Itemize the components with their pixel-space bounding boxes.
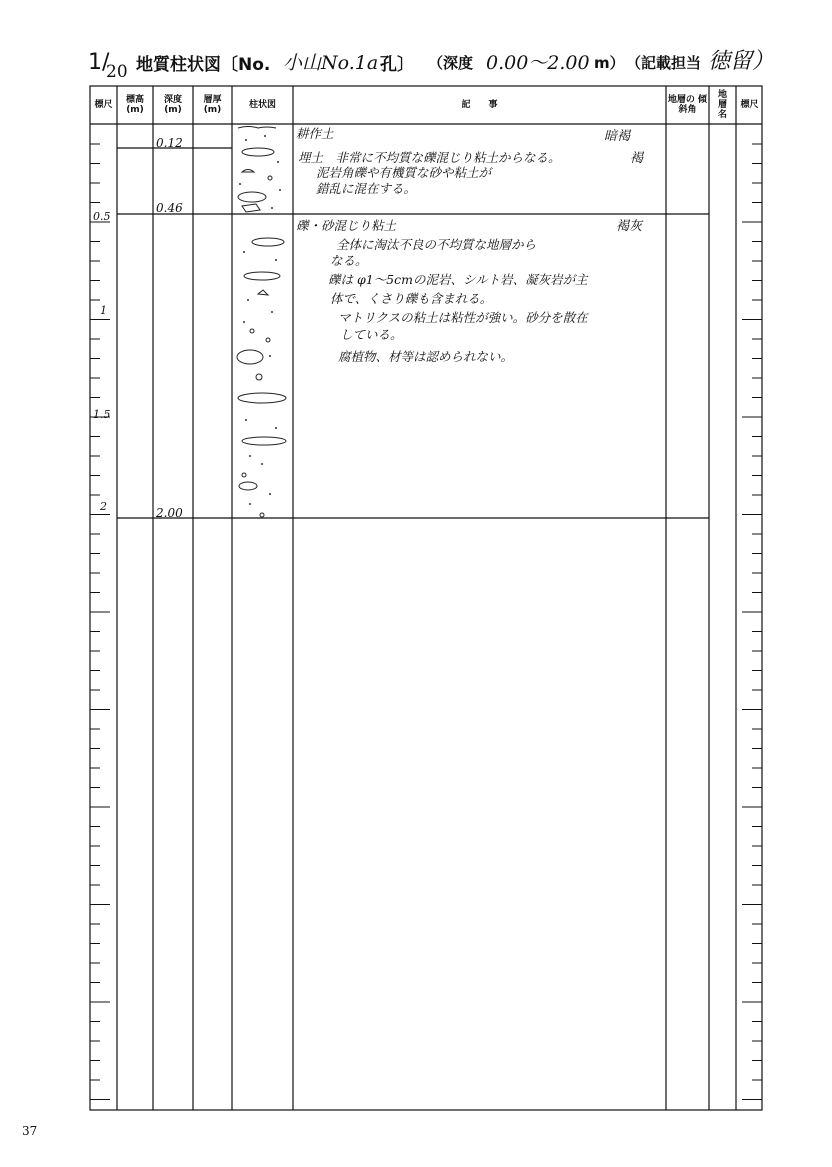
depth-value-3: 2.00 xyxy=(156,506,183,520)
depth-range: 0.00～2.00 xyxy=(486,52,590,74)
ruler-label-2: 2 xyxy=(100,500,107,513)
layer1-name: 耕作土 xyxy=(296,126,334,141)
ruler-label-1-5: 1.5 xyxy=(93,408,111,421)
layer3-line6: マトリクスの粘土は粘性が強い。砂分を散在 xyxy=(338,310,588,325)
layer3-line3: なる。 xyxy=(330,253,368,268)
layer2-color: 褐 xyxy=(630,151,644,166)
column-dots xyxy=(239,135,281,505)
hole-number: 小山No.1a xyxy=(283,52,379,74)
depth-unit: m） xyxy=(594,54,625,72)
header-thickness: 層厚 (m) xyxy=(203,95,222,115)
depth-value-2: 0.46 xyxy=(156,201,183,215)
scale-numerator: 1/ xyxy=(88,50,110,75)
header-column: 柱状図 xyxy=(248,100,276,110)
header-elevation: 標高 (m) xyxy=(125,95,144,115)
layer3-line2: 全体に淘汰不良の不均質な地層から xyxy=(336,237,537,252)
depth-label: （深度 xyxy=(428,54,474,72)
page-number: 37 xyxy=(22,1124,38,1138)
header-formation: 地層名 xyxy=(717,90,727,120)
header-dip: 地層の 傾斜角 xyxy=(667,95,708,115)
ruler-ticks-left xyxy=(90,144,110,1100)
depth-value-1: 0.12 xyxy=(156,136,183,150)
layer3-line5: 体で、くさり礫も含まれる。 xyxy=(330,291,493,306)
header-depth: 深度 (m) xyxy=(163,95,182,115)
layer2-line2: 泥岩角礫や有機質な砂や粘土が xyxy=(316,165,492,180)
layer2-line1: 埋土 非常に不均質な礫混じり粘土からなる。 xyxy=(298,150,561,165)
ruler-ticks-right xyxy=(742,144,762,1100)
layer2-line3: 錯乱に混在する。 xyxy=(316,181,417,196)
layer3-line7: している。 xyxy=(340,327,403,342)
scale-denominator: 20 xyxy=(106,62,128,82)
header-scale-right: 標尺 xyxy=(740,100,759,110)
ruler-label-0-5: 0.5 xyxy=(93,210,111,223)
title-kou: 孔〕 xyxy=(380,55,414,75)
layer3-color: 褐灰 xyxy=(616,219,643,234)
layer1-color: 暗褐 xyxy=(604,129,631,144)
person-name: 徳留） xyxy=(708,49,775,74)
title-main: 地質柱状図〔No. xyxy=(136,55,271,75)
header-scale: 標尺 xyxy=(94,100,113,110)
layer3-line4: 礫は φ1～5cmの泥岩、シルト岩、凝灰岩が主 xyxy=(328,272,588,287)
header-description: 記 事 xyxy=(461,100,498,110)
layer3-line1: 礫・砂混じり粘土 xyxy=(296,218,397,233)
layer3-line8: 腐植物、材等は認められない。 xyxy=(338,349,514,364)
ruler-label-1: 1 xyxy=(100,304,107,317)
person-label: （記載担当 xyxy=(626,54,702,72)
